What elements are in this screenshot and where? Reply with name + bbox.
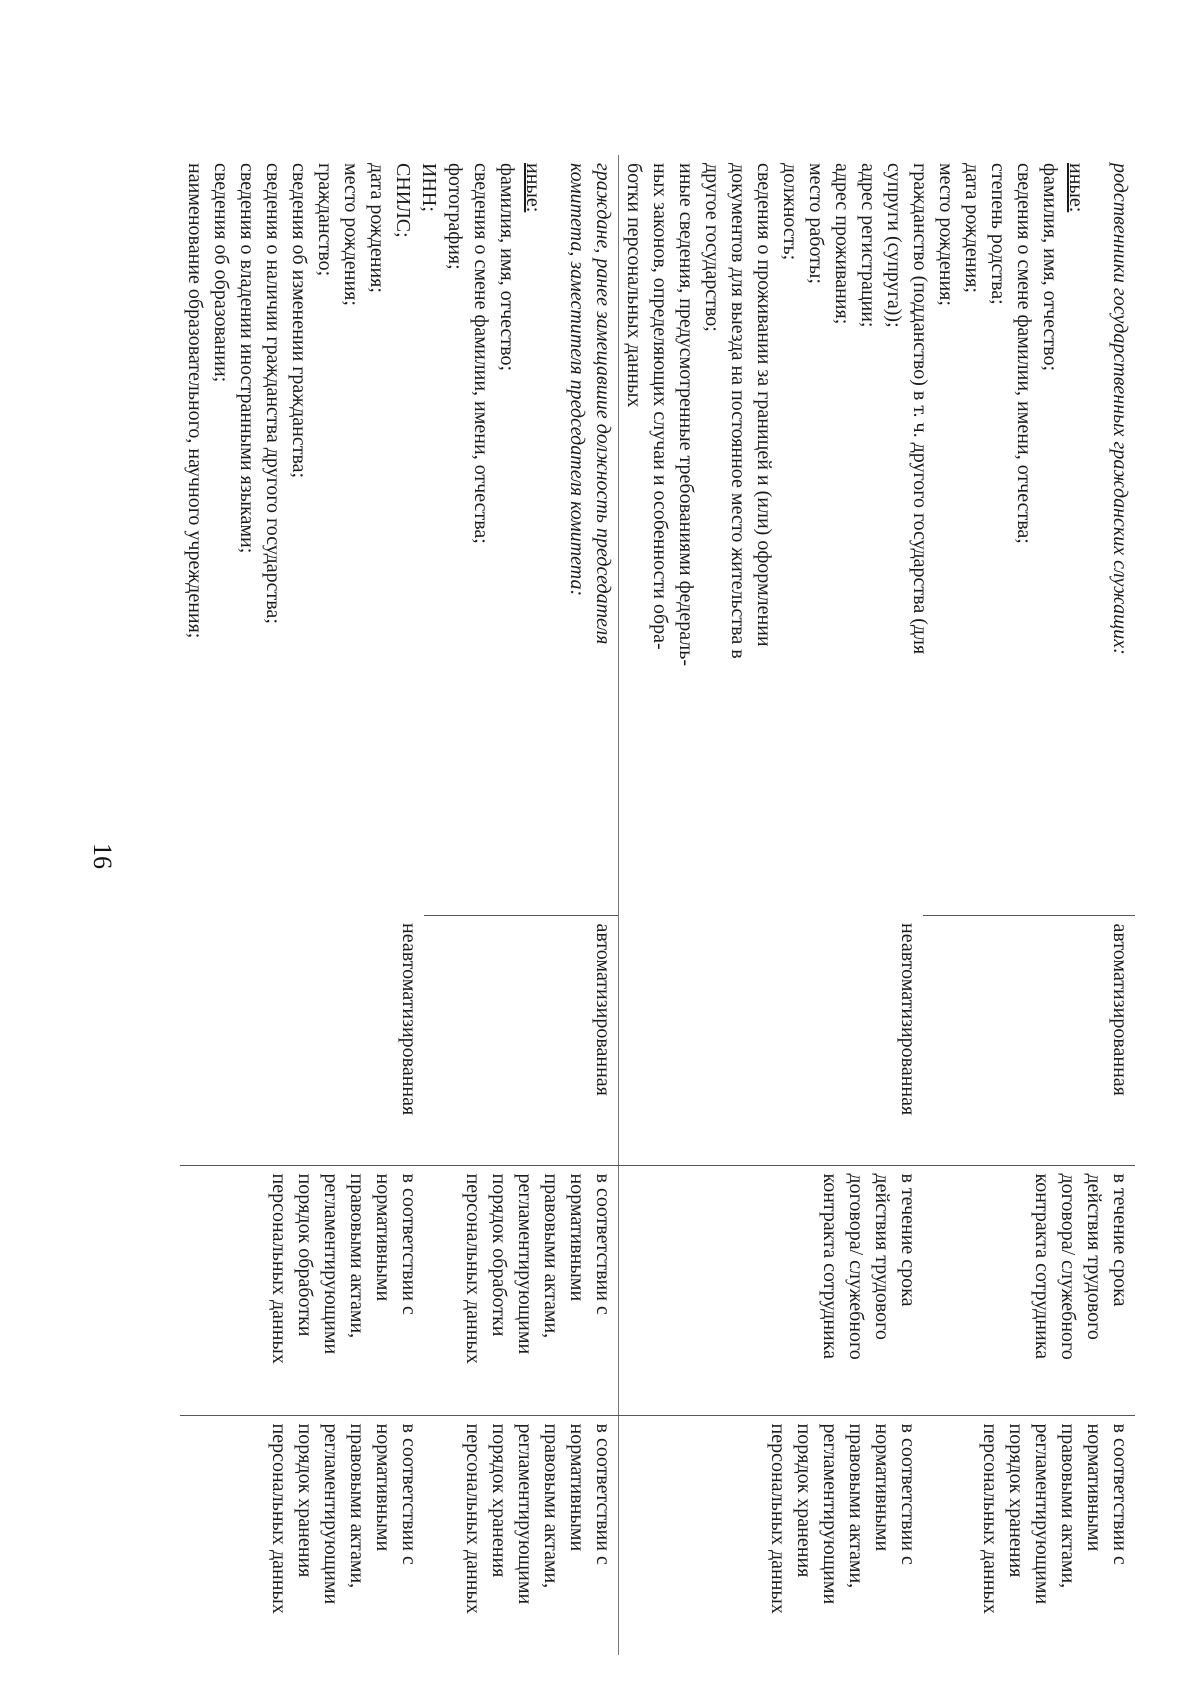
list-item: гражданство;: [314, 163, 336, 277]
list-item: супруги (супруга));: [883, 163, 905, 328]
storage-term-line: регламентирующими: [1031, 1423, 1053, 1605]
category-title: родственники государственных гражданских служащих:: [1109, 163, 1131, 655]
list-item: другое государство;: [701, 163, 723, 332]
storage-term-line: правовыми актами,: [845, 1423, 867, 1589]
storage-term-line: в соответствии с: [398, 1423, 420, 1565]
list-item: сведения о смене фамилии, имени, отчества;: [470, 163, 492, 544]
list-item: иные сведения, предусмотренные требованиями федераль-: [675, 163, 697, 667]
storage-term-line: персональных данных: [979, 1423, 1001, 1614]
storage-term-line: правовыми актами,: [1057, 1423, 1079, 1589]
processing-term-line: правовыми актами,: [346, 1173, 368, 1339]
list-item: степень родства;: [987, 163, 1009, 305]
list-item: наименование образовательного, научного учреждения;: [184, 163, 206, 639]
storage-term-line: нормативными: [1083, 1423, 1105, 1552]
list-item: ботки персональных данных: [623, 163, 645, 408]
subcategory-label: иные:: [1065, 163, 1087, 213]
list-item: гражданство (подданство) в т. ч. другого государства (для: [909, 163, 931, 655]
processing-term-line: правовыми актами,: [540, 1173, 562, 1339]
processing-term-line: нормативными: [566, 1173, 588, 1302]
processing-term-line: в соответствии с: [592, 1173, 614, 1315]
processing-method: автоматизированная: [592, 923, 614, 1096]
table-row: [923, 155, 1135, 1655]
processing-term-line: персональных данных: [268, 1173, 290, 1364]
storage-term-line: правовыми актами,: [540, 1423, 562, 1589]
list-item: сведения о наличии гражданства другого государства;: [262, 163, 284, 624]
storage-term-line: в соответствии с: [592, 1423, 614, 1565]
processing-method: неавтоматизированная: [398, 923, 420, 1116]
storage-term-cell: [923, 1415, 1135, 1655]
storage-term-line: нормативными: [871, 1423, 893, 1552]
processing-term-line: в течение срока: [1109, 1173, 1131, 1307]
processing-term-cell: [424, 1165, 619, 1415]
processing-term-line: действия трудового: [1083, 1173, 1105, 1340]
list-item: СНИЛС;: [392, 163, 414, 238]
processing-method-cell: [923, 915, 1135, 1165]
storage-term-line: нормативными: [372, 1423, 394, 1552]
list-item: фамилия, имя, отчество;: [496, 163, 518, 372]
page-number: 16: [88, 843, 117, 869]
processing-term-line: в течение срока: [897, 1173, 919, 1307]
data-categories-cell: [180, 155, 619, 915]
processing-method: неавтоматизированная: [897, 923, 919, 1116]
table-row: [424, 155, 619, 1655]
list-item: дата рождения;: [961, 163, 983, 293]
processing-term-line: персональных данных: [462, 1173, 484, 1364]
processing-term-cell: [923, 1165, 1135, 1415]
processing-term-line: контракта сотрудника: [819, 1173, 841, 1360]
processing-term-line: действия трудового: [871, 1173, 893, 1340]
list-item: сведения об изменении гражданства;: [288, 163, 310, 479]
storage-term-cell: [180, 1415, 424, 1655]
storage-term-line: порядок хранения: [793, 1423, 815, 1578]
category-title-line: комитета, заместителя председателя комитета:: [566, 163, 588, 597]
storage-term-cell: [424, 1415, 619, 1655]
processing-method-cell: [424, 915, 619, 1165]
list-item: фотография;: [444, 163, 466, 270]
data-categories-cell: [619, 155, 1136, 915]
processing-method-cell: [619, 915, 924, 1165]
document-table-sheet: [135, 155, 1135, 1655]
storage-term-cell: [619, 1415, 924, 1655]
storage-term-line: в соответствии с: [1109, 1423, 1131, 1565]
list-item: должность;: [779, 163, 801, 261]
storage-term-line: порядок хранения: [1005, 1423, 1027, 1578]
storage-term-line: правовыми актами,: [346, 1423, 368, 1589]
list-item: сведения о смене фамилии, имени, отчества;: [1013, 163, 1035, 544]
processing-term-line: порядок обработки: [488, 1173, 510, 1337]
list-item: сведения об образовании;: [210, 163, 232, 383]
list-item: дата рождения;: [366, 163, 388, 293]
list-item: сведения о проживании за границей и (или) оформлении: [753, 163, 775, 647]
storage-term-line: регламентирующими: [320, 1423, 342, 1605]
list-item: документов для выезда на постоянное место жительства в: [727, 163, 749, 659]
storage-term-line: персональных данных: [268, 1423, 290, 1614]
processing-term-line: регламентирующими: [320, 1173, 342, 1355]
list-item: ИНН;: [418, 163, 440, 212]
list-item: место рождения;: [340, 163, 362, 306]
list-item: адрес проживания;: [831, 163, 853, 325]
processing-term-line: договора/ служебного: [1057, 1173, 1079, 1360]
storage-term-line: в соответствии с: [897, 1423, 919, 1565]
processing-method: автоматизированная: [1109, 923, 1131, 1096]
processing-term-line: контракта сотрудника: [1031, 1173, 1053, 1360]
subcategory-label: иные:: [522, 163, 544, 213]
processing-method-cell: [180, 915, 424, 1165]
processing-term-line: регламентирующими: [514, 1173, 536, 1355]
storage-term-line: персональных данных: [767, 1423, 789, 1614]
processing-term-line: договора/ служебного: [845, 1173, 867, 1360]
storage-term-line: регламентирующими: [514, 1423, 536, 1605]
storage-term-line: порядок хранения: [488, 1423, 510, 1578]
storage-term-line: порядок хранения: [294, 1423, 316, 1578]
list-item: место работы;: [805, 163, 827, 284]
list-item: фамилия, имя, отчество;: [1039, 163, 1061, 372]
processing-term-line: нормативными: [372, 1173, 394, 1302]
list-item: сведения о владении иностранными языками;: [236, 163, 258, 554]
processing-term-line: в соответствии с: [398, 1173, 420, 1315]
list-item: место рождения;: [935, 163, 957, 306]
list-item: ных законов, определяющих случаи и особенности обра-: [649, 163, 671, 650]
list-item: адрес регистрации;: [857, 163, 879, 328]
storage-term-line: регламентирующими: [819, 1423, 841, 1605]
personal-data-table: [180, 155, 1135, 1655]
category-title-line: граждане, ранее замещавшие должность председателя: [592, 163, 614, 645]
storage-term-line: персональных данных: [462, 1423, 484, 1614]
storage-term-line: нормативными: [566, 1423, 588, 1552]
processing-term-cell: [180, 1165, 424, 1415]
processing-term-line: порядок обработки: [294, 1173, 316, 1337]
processing-term-cell: [619, 1165, 924, 1415]
